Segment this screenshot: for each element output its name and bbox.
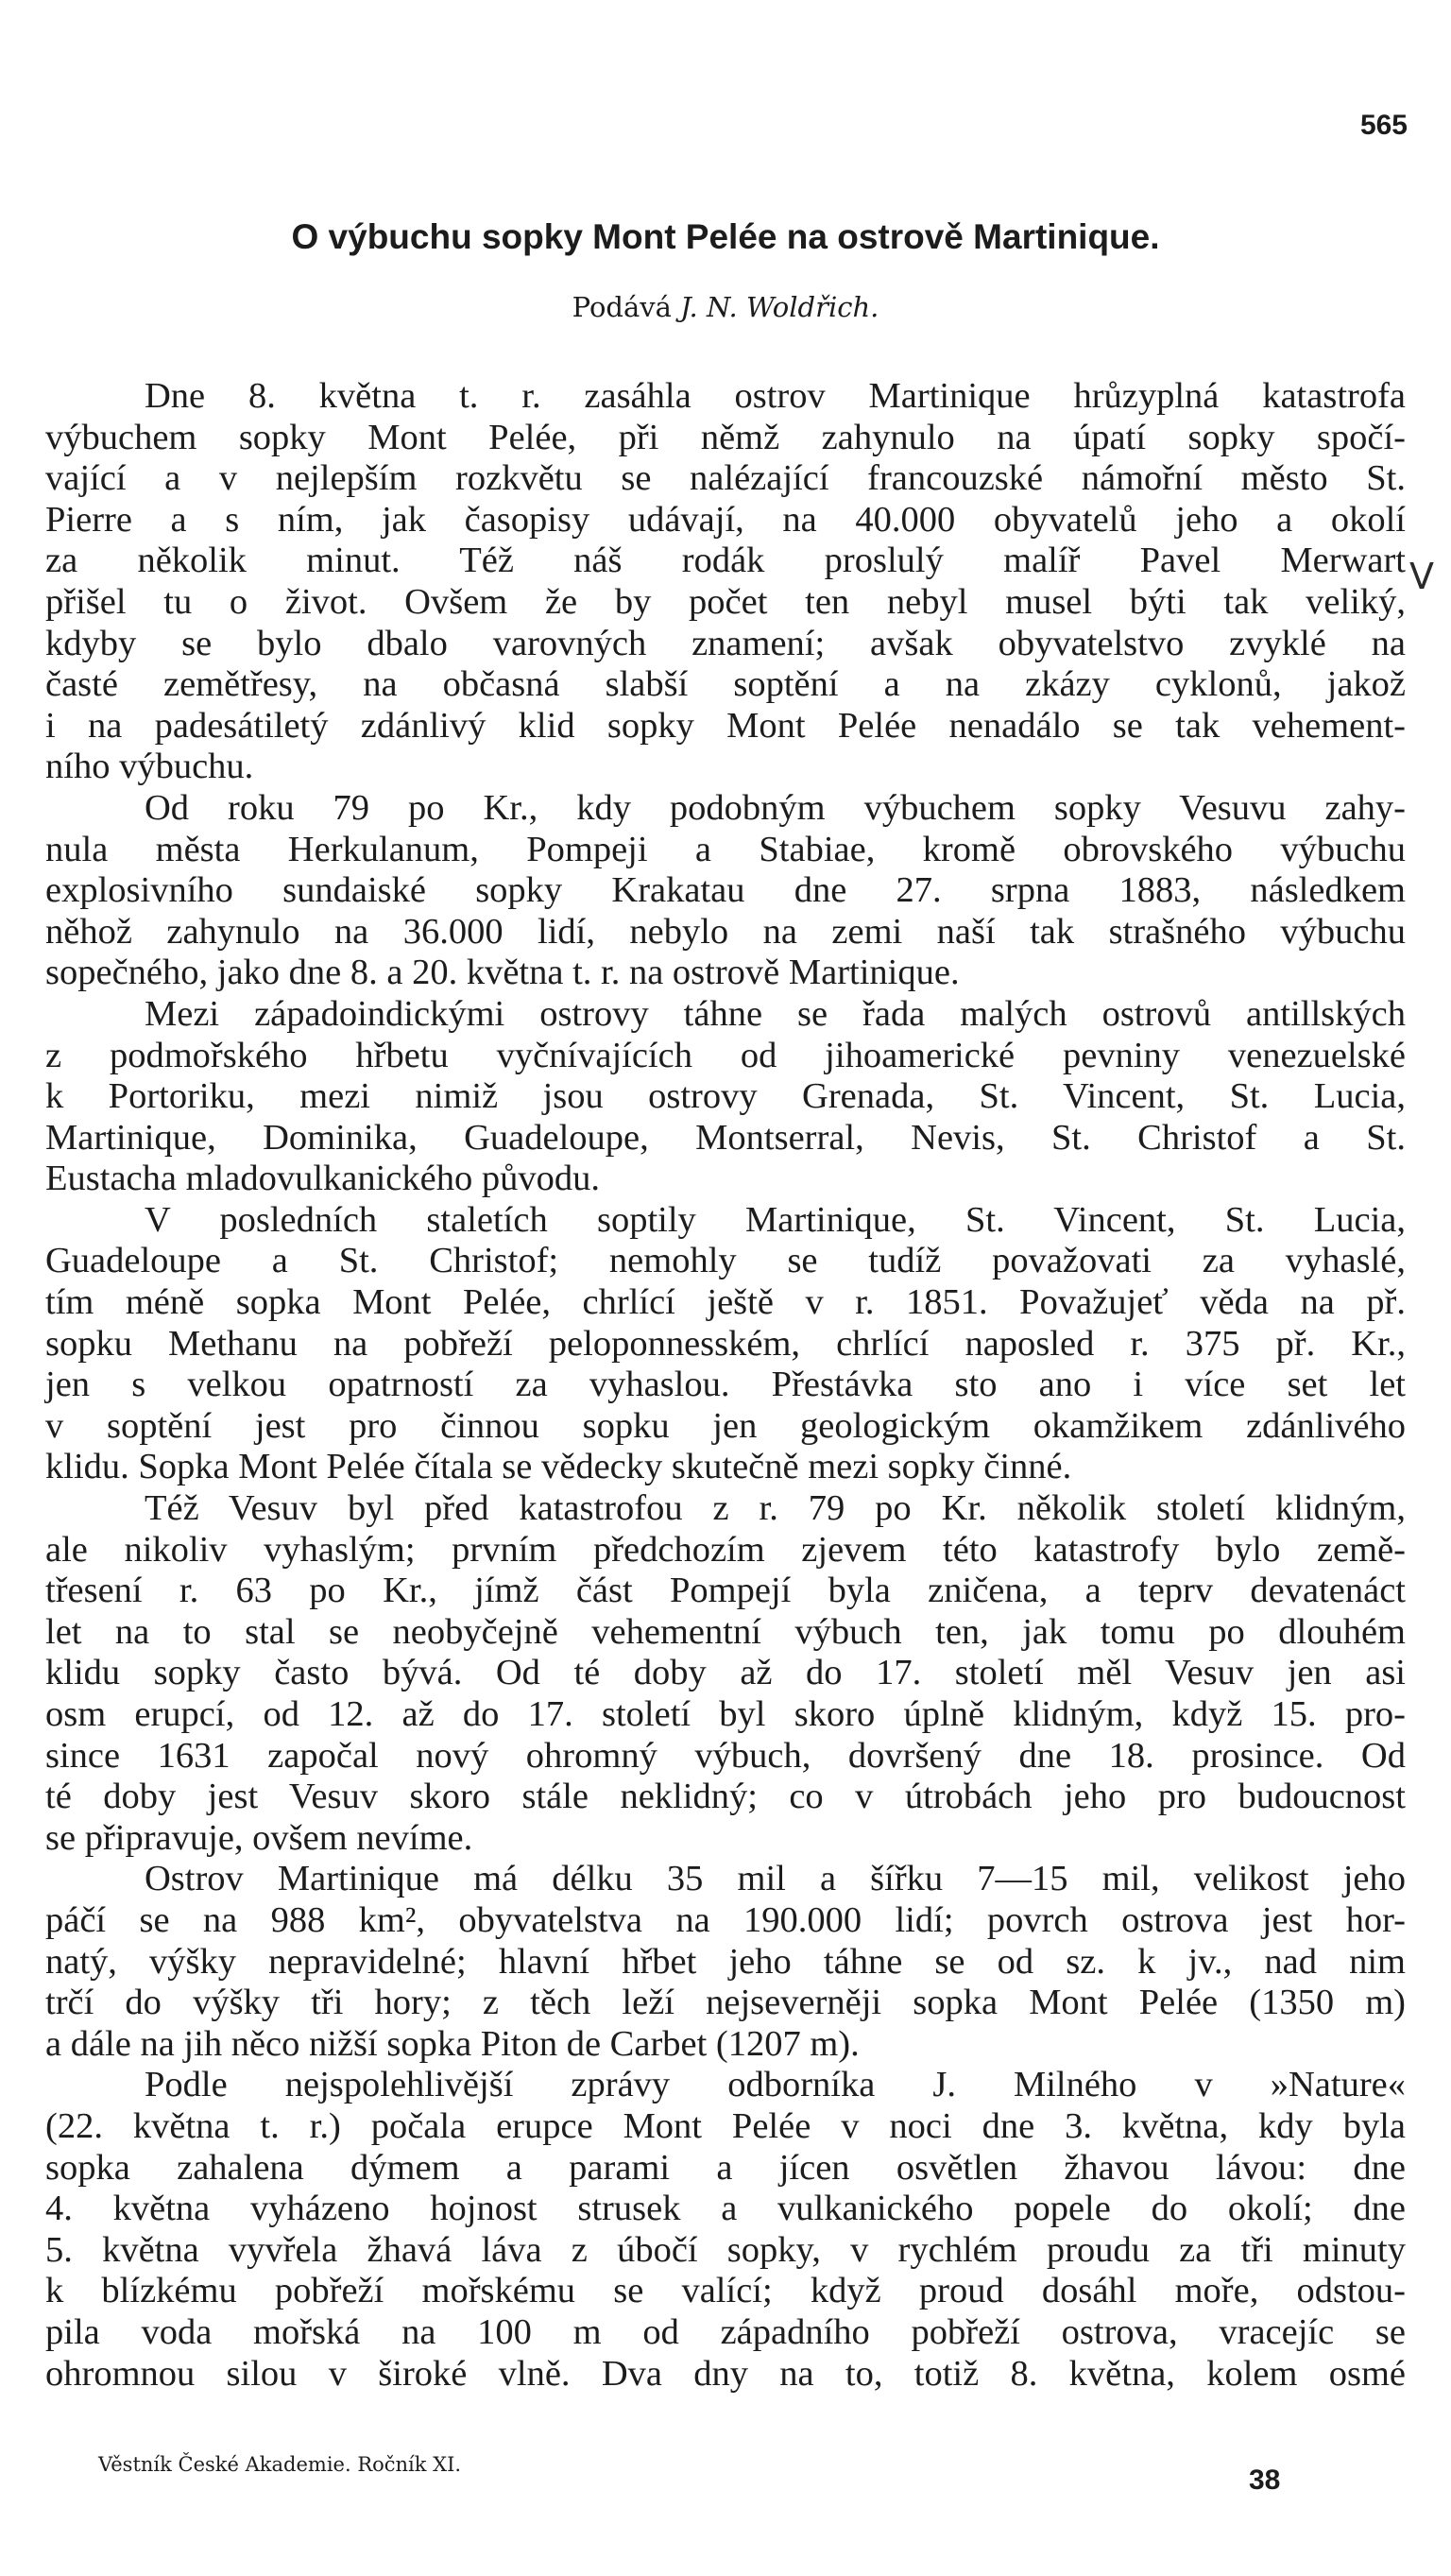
text-line: jen s velkou opatrností za vyhaslou. Přestávka sto ano i více set let	[45, 1365, 1406, 1405]
text-line: ohromnou silou v široké vlně. Dva dny na to, totiž 8. května, kolem osmé	[45, 2353, 1406, 2394]
text-line: explosivního sundaiské sopky Krakatau dne 27. srpna 1883, následkem	[45, 870, 1406, 911]
article-body	[45, 376, 1406, 2395]
byline	[0, 291, 1451, 323]
text-line: pila voda mořská na 100 m od západního pobřeží ostrova, vracejíc se	[45, 2311, 1406, 2352]
text-line: Od roku 79 po Kr., kdy podobným výbuchem sopky Vesuvu zahy-	[145, 787, 1406, 828]
text-line: té doby jest Vesuv skoro stále neklidný; co v útrobách jeho pro budoucnost	[45, 1777, 1406, 1817]
text-line: z podmořského hřbetu vyčnívajících od jihoamerické pevniny venezuelské	[45, 1035, 1406, 1075]
text-line: sopka zahalena dýmem a parami a jícen osvětlen žhavou lávou: dne	[45, 2147, 1406, 2188]
text-line: za několik minut. Též náš rodák proslulý malíř Pavel Merwart	[45, 541, 1406, 581]
text-line: Dne 8. května t. r. zasáhla ostrov Martinique hrůzyplná katastrofa	[145, 376, 1406, 416]
text-line: kdyby se bylo dbalo varovných znamení; avšak obyvatelstvo zvyklé na	[45, 623, 1406, 663]
byline-author: J. N. Woldřich.	[680, 291, 879, 323]
text-line: nula města Herkulanum, Pompeji a Stabiae, kromě obrovského výbuchu	[45, 829, 1406, 869]
text-line: Eustacha mladovulkanického původu.	[45, 1159, 600, 1199]
text-line: let na to stal se neobyčejně vehementní výbuch ten, jak tomu po dlouhém	[45, 1611, 1406, 1652]
text-line: ale nikoliv vyhaslým; prvním předchozím zjevem této katastrofy bylo země-	[45, 1529, 1406, 1570]
text-line: Pierre a s ním, jak časopisy udávají, na 40.000 obyvatelů jeho a okolí	[45, 499, 1406, 540]
text-line: ního výbuchu.	[45, 747, 254, 787]
text-line: natý, výšky nepravidelné; hlavní hřbet jeho táhne se od sz. k jv., nad nim	[45, 1941, 1406, 1982]
byline-prefix: Podává	[572, 291, 672, 323]
text-line: časté zemětřesy, na občasná slabší soptění a na zkázy cyklonů, jakož	[45, 664, 1406, 705]
text-line: k Portoriku, mezi nimiž jsou ostrovy Grenada, St. Vincent, St. Lucia,	[45, 1076, 1406, 1117]
text-line: klidu. Sopka Mont Pelée čítala se vědecky skutečně mezi sopky činné.	[45, 1447, 1072, 1487]
text-line: výbuchem sopky Mont Pelée, při němž zahynulo na úpatí sopky spočí-	[45, 417, 1406, 457]
text-line: a dále na jih něco nižší sopka Piton de Carbet (1207 m).	[45, 2023, 860, 2064]
text-line: Též Vesuv byl před katastrofou z r. 79 po Kr. několik století klidným,	[145, 1488, 1406, 1529]
text-line: přišel tu o život. Ovšem že by počet ten nebyl musel býti tak veliký,	[45, 581, 1406, 622]
text-line: se připravuje, ovšem nevíme.	[45, 1817, 473, 1858]
text-line: 4. května vyházeno hojnost strusek a vulkanického popele do okolí; dne	[45, 2189, 1406, 2229]
text-line: Martinique, Dominika, Guadeloupe, Montserral, Nevis, St. Christof a St.	[45, 1117, 1406, 1158]
footer-journal: Věstník České Akademie. Ročník XI.	[98, 2453, 462, 2476]
text-line: i na padesátiletý zdánlivý klid sopky Mont Pelée nenadálo se tak vehement-	[45, 705, 1406, 746]
text-line: k blízkému pobřeží mořskému se valící; když proud dosáhl moře, odstou-	[45, 2271, 1406, 2311]
text-line: 5. května vyvřela žhavá láva z úbočí sopky, v rychlém proudu za tři minuty	[45, 2229, 1406, 2270]
page-number: 565	[1359, 110, 1408, 141]
text-line: Guadeloupe a St. Christof; nemohly se tudíž považovati za vyhaslé,	[45, 1241, 1406, 1281]
text-line: trčí do výšky tři hory; z těch leží nejseverněji sopka Mont Pelée (1350 m)	[45, 1983, 1406, 2023]
text-line: V posledních staletích soptily Martinique, St. Vincent, St. Lucia,	[145, 1199, 1406, 1240]
article-title: O výbuchu sopky Mont Pelée na ostrově Martinique.	[291, 217, 1160, 256]
text-line: v soptění jest pro činnou sopku jen geologickým okamžikem zdánlivého	[45, 1405, 1406, 1446]
text-line: osm erupcí, od 12. až do 17. století byl skoro úplně klidným, když 15. pro-	[45, 1694, 1406, 1734]
margin-mark: V	[1409, 556, 1434, 597]
footer-sheet-number: 38	[1249, 2464, 1281, 2496]
text-line: Ostrov Martinique má délku 35 mil a šířku 7—15 mil, velikost jeho	[145, 1859, 1406, 1899]
text-line: něhož zahynulo na 36.000 lidí, nebylo na zemi naší tak strašného výbuchu	[45, 911, 1406, 952]
text-line: klidu sopky často bývá. Od té doby až do 17. století měl Vesuv jen asi	[45, 1653, 1406, 1693]
text-line: sopečného, jako dne 8. a 20. května t. r. na ostrově Martinique.	[45, 953, 960, 993]
text-line: since 1631 započal nový ohromný výbuch, dovršený dne 18. prosince. Od	[45, 1735, 1406, 1776]
text-line: Podle nejspolehlivější zprávy odborníka J. Milného v »Nature«	[145, 2065, 1406, 2105]
text-line: sopku Methanu na pobřeží peloponnesském, chrlící naposled r. 375 př. Kr.,	[45, 1323, 1406, 1364]
text-line: třesení r. 63 po Kr., jímž část Pompejí byla zničena, a teprv devatenáct	[45, 1571, 1406, 1611]
text-line: Mezi západoindickými ostrovy táhne se řada malých ostrovů antillských	[145, 993, 1406, 1034]
text-line: vající a v nejlepším rozkvětu se nalézající francouzské námořní město St.	[45, 458, 1406, 499]
text-line: tím méně sopka Mont Pelée, chrlící ještě v r. 1851. Považujeť věda na př.	[45, 1282, 1406, 1323]
text-line: (22. května t. r.) počala erupce Mont Pelée v noci dne 3. května, kdy byla	[45, 2105, 1406, 2146]
text-line: páčí se na 988 km², obyvatelstva na 190.000 lidí; povrch ostrova jest hor-	[45, 1899, 1406, 1940]
